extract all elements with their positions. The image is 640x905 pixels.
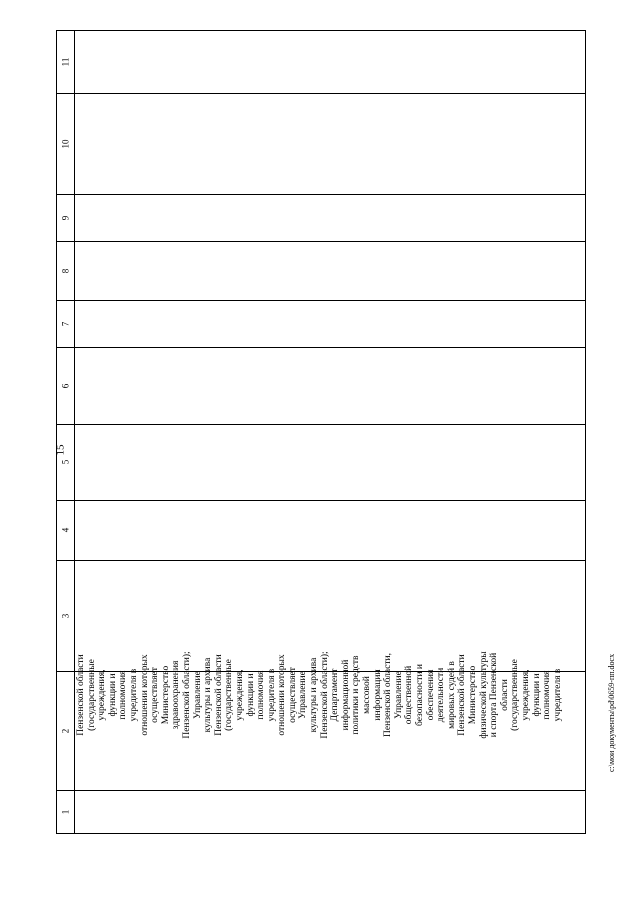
column-3-line: учредителя в — [266, 668, 277, 722]
column-3-line: учредителя в — [552, 668, 563, 722]
column-3-line: области — [499, 679, 510, 711]
column-3-line: учреждения, — [520, 669, 531, 721]
column-3-line: культуры и архива — [203, 657, 214, 733]
column-3-cell — [76, 561, 576, 829]
header-divider — [74, 30, 75, 834]
footer-file-path-text: c:\мои документы\pd\0659-пп.docx — [607, 653, 616, 772]
column-header-3: 3 — [60, 613, 70, 618]
row-divider — [56, 194, 586, 195]
column-3-line: Управление — [192, 671, 203, 719]
page-number-text: 15 — [54, 444, 66, 456]
column-3-line: и спорта Пензенской — [489, 652, 500, 738]
column-3-line: полномочия — [118, 670, 129, 720]
column-3-line: Пензенской области); — [319, 651, 330, 739]
column-3-line: массовой — [362, 676, 373, 714]
column-header-11: 11 — [59, 57, 70, 66]
column-3-line: отношении которых — [139, 654, 150, 736]
rotated-table — [56, 30, 586, 834]
column-3-line: безопасности и — [415, 664, 425, 726]
column-3-line: отношении которых — [277, 654, 288, 736]
row-divider — [56, 347, 586, 348]
column-3-line: функции и — [245, 673, 256, 717]
column-header-10: 10 — [60, 139, 70, 148]
column-3-line: Управление — [298, 671, 309, 719]
column-3-line: информации — [372, 669, 383, 721]
column-3-line: физической культуры — [478, 651, 489, 739]
column-3-line: полномочия — [542, 670, 553, 720]
column-3-line: полномочия — [256, 670, 267, 720]
column-3-line: культуры и архива — [309, 657, 320, 733]
column-header-2: 2 — [60, 728, 70, 733]
column-3-line: (государственные — [224, 659, 235, 731]
column-header-8: 8 — [60, 268, 70, 273]
column-3-line: Пензенской области); — [181, 651, 192, 739]
row-divider — [56, 93, 586, 94]
column-3-line: функции и — [107, 673, 118, 717]
column-header-7: 7 — [60, 321, 70, 326]
column-3-line: информационной — [340, 659, 351, 731]
column-3-line: общественной — [404, 665, 415, 725]
column-3-line: обеспечения — [425, 669, 436, 721]
column-header-9: 9 — [60, 215, 70, 220]
column-3-line: Министерство — [467, 665, 478, 725]
column-3-line: здравоохранения — [171, 660, 182, 730]
row-divider — [56, 241, 586, 242]
table-border-top — [56, 30, 586, 31]
column-3-line: функции и — [531, 673, 542, 717]
column-3-line: учреждения, — [234, 669, 245, 721]
row-divider — [56, 424, 586, 425]
column-3-line: (государственные — [510, 659, 521, 731]
column-3-line: осуществляет — [150, 667, 161, 723]
column-3-line: Пензенской области — [457, 654, 468, 736]
column-3-line: осуществляет — [287, 667, 298, 723]
column-3-line: Пензенской области, — [383, 653, 394, 737]
column-header-6: 6 — [60, 383, 70, 388]
column-header-4: 4 — [60, 527, 70, 533]
column-3-line: Пензенской области — [213, 654, 224, 736]
column-3-line: деятельности — [436, 667, 447, 723]
row-divider — [56, 300, 586, 301]
column-3-text — [76, 561, 563, 829]
footer-file-path — [555, 600, 640, 772]
column-3-line: Департамент — [330, 668, 341, 722]
column-3-line: политики и средств — [351, 655, 362, 735]
column-header-1: 1 — [60, 809, 70, 814]
column-3-line: Пензенской области — [76, 654, 86, 736]
column-3-line: учредителя в — [128, 668, 139, 722]
column-3-line: (государственные — [86, 659, 97, 731]
table-border-bottom — [56, 833, 586, 834]
column-3-line: Управление — [393, 671, 404, 719]
column-3-line: мировых судей в — [446, 661, 457, 729]
column-3-line: Министерство — [160, 665, 171, 725]
column-3-line: учреждения, — [97, 669, 108, 721]
row-divider — [56, 500, 586, 501]
column-header-5: 5 — [60, 459, 70, 465]
